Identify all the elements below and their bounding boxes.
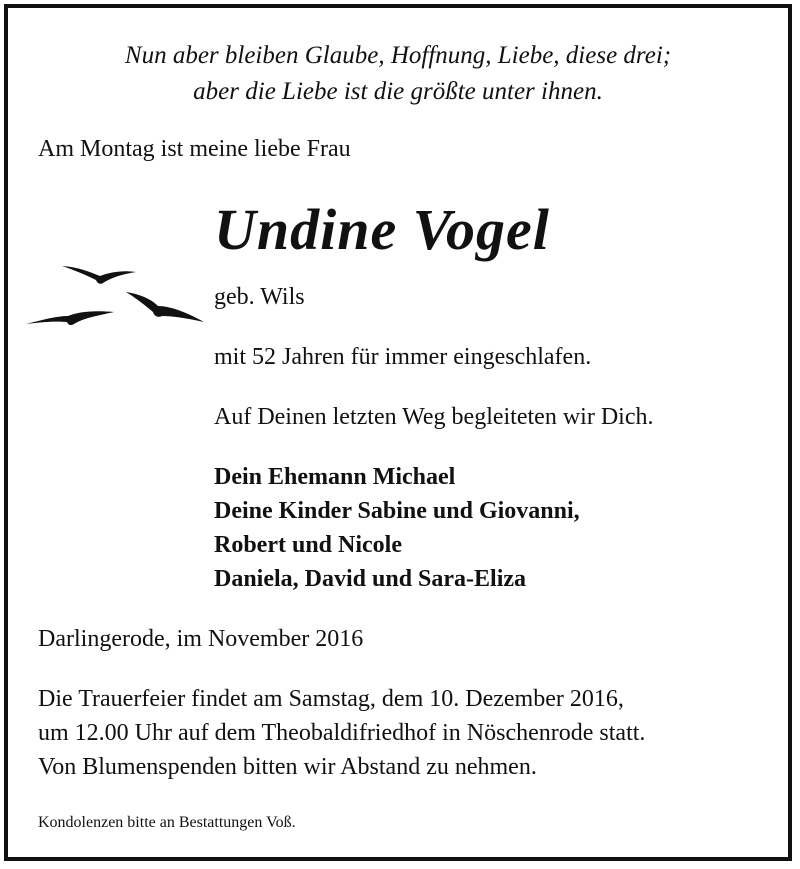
motto-line-1: Nun aber bleiben Glaube, Hoffnung, Liebe, diese drei; [124,42,672,69]
birth-name: geb. Wils [214,284,305,310]
family-list [214,460,580,596]
bird-icon [26,311,114,325]
obituary-notice [4,4,792,861]
funeral-info [38,682,645,784]
motto-line-2: aber die Liebe ist die größte unter ihnen. [193,78,603,105]
flying-birds-icon [26,256,206,336]
funeral-line-3: Von Blumenspenden bitten wir Abstand zu nehmen. [38,754,537,780]
funeral-line-1: Die Trauerfeier findet am Samstag, dem 10. Dezember 2016, [38,686,624,712]
message-age: mit 52 Jahren für immer eingeschlafen. [214,344,592,370]
funeral-line-2: um 12.00 Uhr auf dem Theobaldifriedhof in Nöschenrode statt. [38,720,646,746]
bird-icon [62,266,136,284]
family-line: Dein Ehemann Michael [214,464,456,490]
family-line: Deine Kinder Sabine und Giovanni, [214,498,580,524]
family-line: Robert und Nicole [214,532,402,558]
condolence-note: Kondolenzen bitte an Bestattungen Voß. [38,814,296,831]
bird-icon [126,292,204,322]
family-line: Daniela, David und Sara-Eliza [214,566,527,592]
place-date: Darlingerode, im November 2016 [38,626,364,652]
message-farewell: Auf Deinen letzten Weg begleiteten wir Dich. [214,404,654,430]
intro-text: Am Montag ist meine liebe Frau [38,136,351,162]
deceased-name: Undine Vogel [214,197,550,262]
